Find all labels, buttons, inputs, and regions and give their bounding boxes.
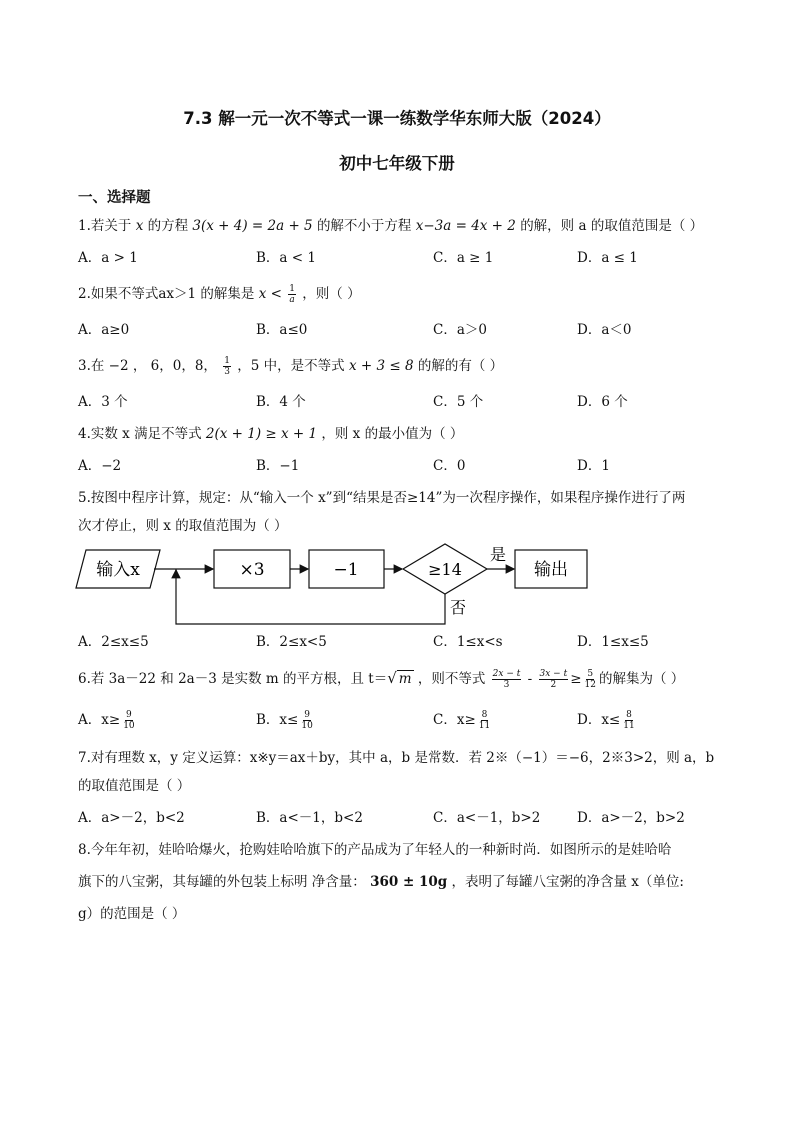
section-heading: 一、选择题 (78, 190, 151, 206)
q4-option-c[interactable]: C．0 (433, 458, 466, 474)
q6-option-b-label: B．x≤ (256, 712, 299, 728)
flow-subtract-label: −1 (333, 560, 359, 580)
q4-inequality: 2(x + 1) ≥ x + 1 (205, 426, 318, 442)
q7-option-d[interactable]: D．a>－2，b>2 (577, 810, 685, 826)
q8-net-content: 360 ± 10g (370, 874, 448, 890)
q3-frac-den: 3 (224, 367, 230, 377)
q3-text-b: ，5 中，是不等式 (237, 358, 345, 374)
q6-option-b-fraction (300, 710, 313, 731)
q4-option-d[interactable]: D．1 (577, 458, 610, 474)
q3-frac-num: 1 (224, 356, 230, 366)
q1-option-a[interactable]: A．a > 1 (78, 250, 138, 266)
flow-multiply-label: ×3 (239, 560, 265, 580)
q6-f3-num: 5 (587, 669, 594, 679)
q3-option-c[interactable]: C．5 个 (433, 394, 484, 410)
q1-option-b[interactable]: B．a < 1 (256, 250, 316, 266)
q6-option-a-fraction (122, 710, 135, 731)
q6-option-a-num: 9 (126, 710, 132, 720)
q3-inequality: x + 3 ≤ 8 (348, 358, 414, 374)
q5-option-b[interactable]: B．2≤x<5 (256, 634, 327, 650)
question-8-line-3: g）的范围是（ ） (78, 906, 186, 922)
q7-option-c[interactable]: C．a<－1，b>2 (433, 810, 541, 826)
question-8-line-2 (78, 872, 684, 892)
q2-text-b: ，则（ ） (302, 286, 361, 302)
q6-option-c-den: 11 (478, 721, 491, 731)
q8-text-c: ，表明了每罐八宝粥的净含量 x（单位: (451, 874, 684, 890)
sqrt-symbol: √ (387, 669, 397, 687)
question-8-line-1: 8.今年年初，娃哈哈爆火，抢购娃哈哈旗下的产品成为了年轻人的一种新时尚．如图所示的是娃哈哈 (78, 842, 672, 858)
q3-option-b[interactable]: B．4 个 (256, 394, 306, 410)
flow-no-label: 否 (449, 598, 467, 617)
q6-option-c-label: C．x≥ (433, 712, 476, 728)
question-7-line-2: 的取值范围是（ ） (78, 778, 191, 794)
q2-inequality: x < (258, 286, 282, 302)
flow-yes-label: 是 (489, 545, 507, 564)
question-6 (78, 668, 684, 690)
question-1 (78, 216, 703, 236)
q2-frac-num: 1 (289, 284, 295, 294)
q6-option-b-den: 10 (301, 721, 313, 731)
q5-option-c[interactable]: C．1≤x<s (433, 634, 503, 650)
q6-option-d-fraction (622, 710, 635, 731)
q7-option-b[interactable]: B．a<－1，b<2 (256, 810, 363, 826)
page-subtitle: 初中七年级下册 (339, 154, 455, 173)
question-4 (78, 424, 463, 444)
q1-equation-2: x−3a = 4x + 2 (415, 218, 516, 234)
q5-option-a[interactable]: A．2≤x≤5 (78, 634, 149, 650)
flow-output-label: 输出 (534, 560, 568, 580)
flow-condition-label: ≥14 (428, 560, 462, 579)
q1-equation-1: 3(x + 4) = 2a + 5 (192, 218, 313, 234)
q6-sqrt-m: m (398, 671, 412, 687)
flow-loop-line (176, 569, 445, 624)
q7-option-a[interactable]: A．a>－2，b<2 (78, 810, 185, 826)
q3-option-a[interactable]: A．3 个 (78, 394, 128, 410)
q6-f2-den: 2 (550, 680, 557, 690)
q1-option-c[interactable]: C．a ≥ 1 (433, 250, 494, 266)
q6-option-d-label: D．x≤ (577, 712, 621, 728)
q6-f2-num: 3x − t (539, 669, 568, 679)
q6-minus: - (527, 671, 533, 687)
q6-fraction-3 (584, 669, 597, 690)
q1-text-c: 的解不小于方程 (316, 218, 412, 234)
q6-fraction-2 (539, 669, 569, 690)
q4-option-b[interactable]: B．−1 (256, 458, 300, 474)
q4-text-a: 4.实数 x 满足不等式 (78, 426, 202, 442)
question-5-line-2: 次才停止，则 x 的取值范围为（ ） (78, 518, 288, 534)
q1-var: x (135, 218, 144, 234)
q6-option-c[interactable] (433, 710, 493, 731)
q1-option-d[interactable]: D．a ≤ 1 (577, 250, 638, 266)
q6-option-a-label: A．x≥ (78, 712, 121, 728)
q6-option-c-num: 8 (481, 710, 488, 720)
q6-f1-num: 2x − t (492, 669, 521, 679)
q2-option-d[interactable]: D．a＜0 (577, 322, 632, 338)
q6-ge: ≥ (570, 671, 582, 687)
q4-text-b: ，则 x 的最小值为（ ） (321, 426, 464, 442)
q5-option-d[interactable]: D．1≤x≤5 (577, 634, 649, 650)
question-3 (78, 356, 503, 377)
q2-option-a[interactable]: A．a≥0 (78, 322, 130, 338)
q1-text-a: 1.若关于 (78, 218, 132, 234)
q3-fraction (223, 356, 231, 377)
q4-option-a[interactable]: A．−2 (78, 458, 122, 474)
flow-input-label: 输入x (96, 560, 140, 580)
q6-option-d-num: 8 (626, 710, 632, 720)
q2-option-b[interactable]: B．a≤0 (256, 322, 308, 338)
question-5-line-1: 5.按图中程序计算，规定：从“输入一个 x”到“结果是否≥14”为一次程序操作，如果程序操作进行了两 (78, 490, 686, 506)
q6-fraction-1 (492, 669, 522, 690)
q1-text-b: 的方程 (147, 218, 189, 234)
q6-text-c: 的解集为（ ） (598, 671, 685, 687)
q6-option-a[interactable] (78, 710, 138, 731)
q6-option-d[interactable] (577, 710, 638, 731)
q3-option-d[interactable]: D．6 个 (577, 394, 628, 410)
q6-f1-den: 3 (503, 680, 510, 690)
q2-fraction (288, 284, 296, 305)
page-title: 7.3 解一元一次不等式一课一练数学华东师大版（2024） (183, 109, 611, 128)
q2-text-a: 2.如果不等式ax＞1 的解集是 (78, 286, 255, 302)
q3-text-a: 3.在 −2 ， 6，0，8， (78, 358, 217, 374)
q6-option-a-den: 10 (123, 721, 135, 731)
q2-frac-den: a (289, 295, 295, 305)
question-2 (78, 284, 361, 305)
q2-option-c[interactable]: C．a＞0 (433, 322, 487, 338)
q1-text-d: 的解，则 a 的取值范围是（ ） (520, 218, 704, 234)
q6-option-d-den: 11 (623, 721, 635, 731)
q6-text-a: 6.若 3a－22 和 2a－3 是实数 m 的平方根，且 t＝ (78, 671, 388, 687)
q6-option-c-fraction (478, 710, 491, 731)
q6-f3-den: 12 (584, 680, 596, 690)
q3-text-c: 的解的有（ ） (417, 358, 504, 374)
q6-option-b[interactable] (256, 710, 316, 731)
q8-text-a: 旗下的八宝粥，其每罐的外包装上标明 净含量： (78, 874, 366, 890)
question-7-line-1: 7.对有理数 x，y 定义运算：x※y＝ax＋by，其中 a，b 是常数．若 2※（−1）＝−6，2※3>2，则 a，b (78, 750, 715, 766)
q6-option-b-num: 9 (304, 710, 310, 720)
q5-flowchart (74, 540, 594, 630)
q6-text-b: ，则不等式 (417, 671, 486, 687)
